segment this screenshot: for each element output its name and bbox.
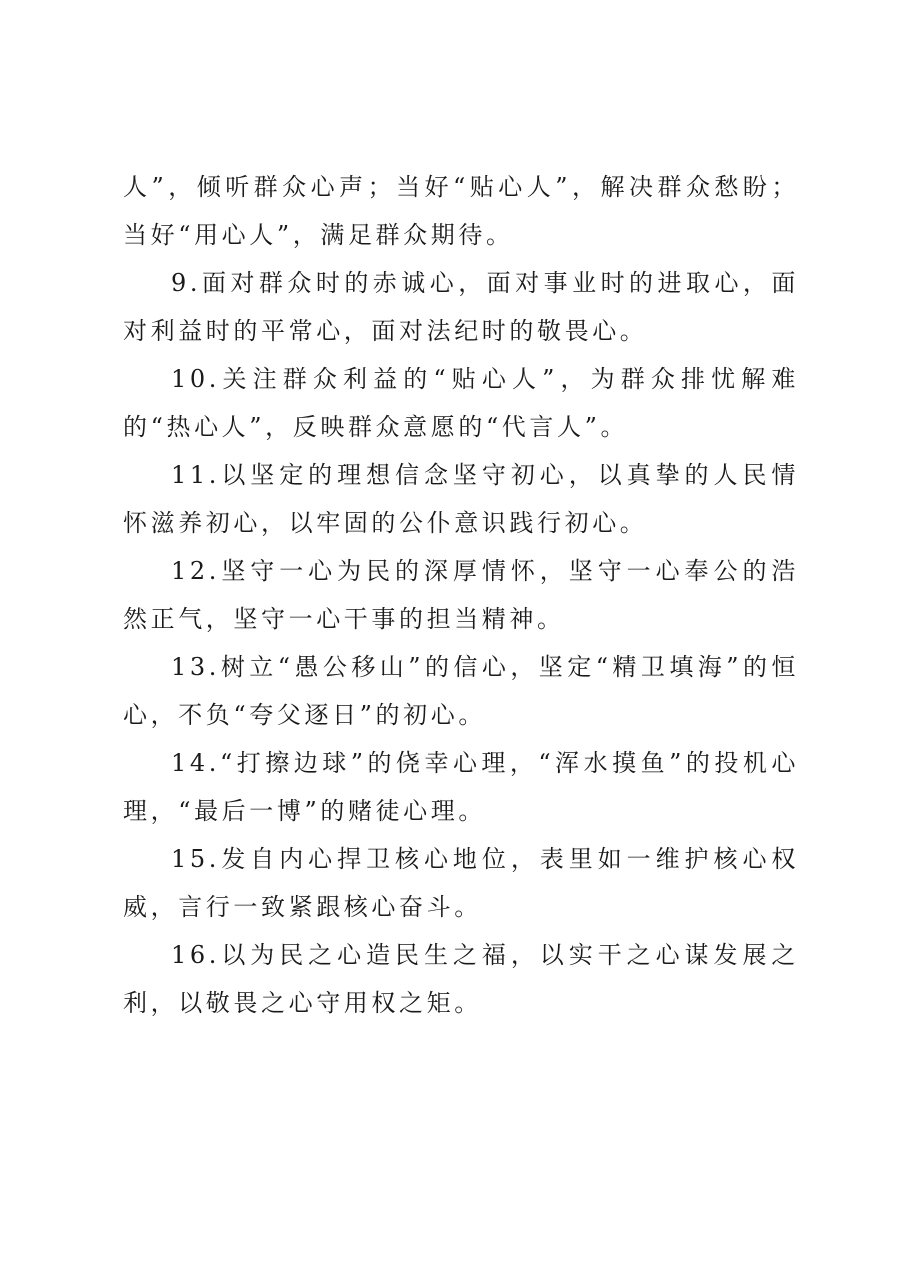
- paragraph-item-15: 15.发自内心捍卫核心地位，表里如一维护核心权威，言行一致紧跟核心奋斗。: [123, 845, 799, 921]
- paragraph-item-14: 14.“打擦边球”的侥幸心理，“浑水摸鱼”的投机心理，“最后一博”的赌徒心理。: [123, 749, 799, 825]
- paragraph-item-9: 9.面对群众时的赤诚心，面对事业时的进取心，面对利益时的平常心，面对法纪时的敬畏心。: [123, 269, 799, 345]
- paragraph-item-11: 11.以坚定的理想信念坚守初心，以真挚的人民情怀滋养初心，以牢固的公仆意识践行初心。: [123, 461, 799, 537]
- paragraph-item-10: 10.关注群众利益的“贴心人”，为群众排忧解难的“热心人”，反映群众意愿的“代言人”。: [123, 365, 799, 441]
- paragraph-continued: 人”，倾听群众心声；当好“贴心人”，解决群众愁盼；当好“用心人”，满足群众期待。: [123, 173, 799, 249]
- paragraph-item-13: 13.树立“愚公移山”的信心，坚定“精卫填海”的恒心，不负“夸父逐日”的初心。: [123, 653, 799, 729]
- paragraph-item-12: 12.坚守一心为民的深厚情怀，坚守一心奉公的浩然正气，坚守一心干事的担当精神。: [123, 557, 799, 633]
- document-body: [123, 163, 799, 1027]
- paragraph-item-16: 16.以为民之心造民生之福，以实干之心谋发展之利，以敬畏之心守用权之矩。: [123, 941, 799, 1017]
